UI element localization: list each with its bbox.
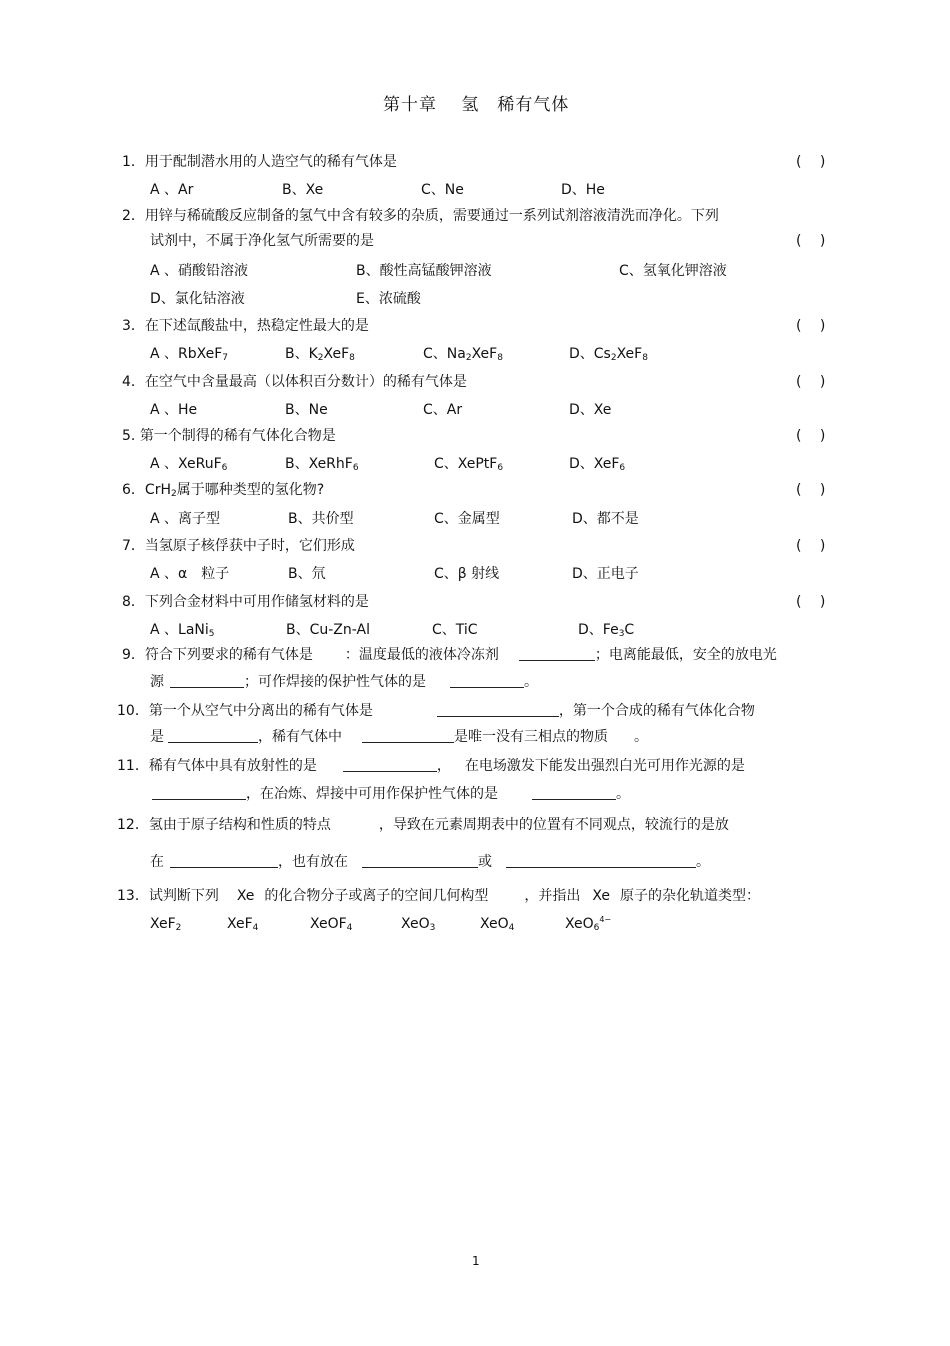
question-2 bbox=[122, 207, 719, 225]
option-d: D、都不是 bbox=[572, 511, 639, 527]
question-text-line-2: 试剂中，不属于净化氢气所需要的是 bbox=[150, 233, 374, 249]
option-d: D、Xe bbox=[569, 402, 612, 418]
answer-bracket: ( ) bbox=[796, 594, 826, 610]
option-c: C、TiC bbox=[432, 622, 478, 638]
answer-blank bbox=[170, 673, 244, 688]
question-number: 10． bbox=[117, 703, 149, 719]
formula-xeof4: XeOF$_4$ bbox=[310, 916, 353, 933]
question-3 bbox=[122, 317, 369, 335]
answer-blank bbox=[168, 728, 258, 743]
question-number: 12． bbox=[117, 817, 149, 833]
question-9-line-2: 源 ；可作焊接的保护性气体的是 。 bbox=[150, 674, 538, 690]
option-d: D、氯化钴溶液 bbox=[150, 291, 245, 307]
formula-xeo6-4minus: XeO$_6^{4-}$ bbox=[565, 915, 612, 933]
question-text-line-1: 用锌与稀硫酸反应制备的氢气中含有较多的杂质，需要通过一系列试剂溶液清洗而净化。下列 bbox=[144, 208, 719, 224]
option-a: A 、XeRuF$_6$ bbox=[150, 456, 228, 473]
question-number: 4． bbox=[122, 374, 145, 390]
answer-blank bbox=[170, 853, 278, 868]
option-b: B、Ne bbox=[285, 402, 328, 418]
answer-bracket: ( ) bbox=[796, 428, 826, 444]
question-number: 7． bbox=[122, 538, 145, 554]
question-number: 6． bbox=[122, 482, 145, 498]
question-13: 13．试判断下列 Xe 的化合物分子或离子的空间几何构型 ，并指出 Xe 原子的杂化轨道类型： bbox=[117, 888, 760, 904]
question-text: 当氢原子核俘获中子时，它们形成 bbox=[144, 538, 355, 554]
option-c: C、氢氧化钾溶液 bbox=[619, 263, 727, 279]
answer-blank bbox=[437, 702, 559, 717]
option-b: B、Xe bbox=[282, 182, 324, 198]
question-text: 属于哪种类型的氢化物? bbox=[176, 482, 325, 498]
question-text: 第一个制得的稀有气体化合物是 bbox=[139, 428, 336, 444]
question-10: 10．第一个从空气中分离出的稀有气体是 ，第一个合成的稀有气体化合物 bbox=[117, 703, 755, 719]
question-text: 在下述氙酸盐中，热稳定性最大的是 bbox=[144, 318, 369, 334]
option-d: D、正电子 bbox=[572, 566, 639, 582]
question-number: 5. bbox=[122, 428, 140, 444]
formula-xef2: XeF$_2$ bbox=[150, 916, 182, 933]
option-a: A 、RbXeF$_7$ bbox=[150, 346, 229, 363]
question-11: 11．稀有气体中具有放射性的是 ， 在电场激发下能发出强烈白光可用作光源的是 bbox=[117, 758, 745, 774]
answer-blank bbox=[519, 646, 595, 661]
question-number: 3． bbox=[122, 318, 145, 334]
option-c: C、Ne bbox=[421, 182, 464, 198]
option-c: C、金属型 bbox=[434, 511, 500, 527]
answer-bracket: ( ) bbox=[796, 318, 826, 334]
question-number: 8． bbox=[122, 594, 145, 610]
answer-bracket: ( ) bbox=[796, 374, 826, 390]
option-d: D、XeF$_6$ bbox=[569, 456, 626, 473]
option-d: D、$Fe_3C$ bbox=[578, 622, 635, 639]
option-a: A 、离子型 bbox=[150, 511, 221, 527]
answer-blank bbox=[532, 785, 616, 800]
question-text: 下列合金材料中可用作储氢材料的是 bbox=[144, 594, 369, 610]
option-c: C、β 射线 bbox=[434, 566, 500, 582]
question-11-line-2: ，在冶炼、焊接中可用作保护性气体的是 。 bbox=[152, 785, 630, 803]
option-b: B、Cu-Zn-Al bbox=[286, 622, 370, 638]
option-b: B、酸性高锰酸钾溶液 bbox=[356, 263, 492, 279]
answer-blank bbox=[362, 728, 454, 743]
question-number: 11． bbox=[117, 758, 149, 774]
page-title: 第十章 氢 稀有气体 bbox=[383, 95, 570, 115]
option-e: E、浓硫酸 bbox=[356, 291, 421, 307]
question-number: 13． bbox=[117, 888, 149, 904]
answer-bracket: ( ) bbox=[796, 233, 826, 249]
page-number: 1 bbox=[472, 1254, 480, 1268]
answer-blank bbox=[343, 757, 437, 772]
formula-xef4: XeF$_4$ bbox=[227, 916, 259, 933]
answer-bracket: ( ) bbox=[796, 154, 826, 170]
option-a: A 、硝酸铅溶液 bbox=[150, 263, 249, 279]
answer-blank bbox=[506, 853, 696, 868]
answer-blank bbox=[152, 785, 246, 800]
option-d: D、He bbox=[561, 182, 605, 198]
question-5 bbox=[122, 427, 336, 445]
question-number: 9． bbox=[122, 647, 145, 663]
question-number: 2． bbox=[122, 208, 145, 224]
option-d: D、$Cs_2XeF_8$ bbox=[569, 346, 648, 363]
question-4 bbox=[122, 373, 467, 391]
question-12-line-2: 在 ，也有放在 或 。 bbox=[150, 854, 710, 870]
option-c: C、XePtF$_6$ bbox=[434, 456, 504, 473]
option-c: C、$Na_2XeF_8$ bbox=[423, 346, 503, 363]
question-9: 9．符合下列要求的稀有气体是 ：温度最低的液体冷冻剂 ；电离能最低，安全的放电光 bbox=[122, 647, 777, 663]
formula-xeo3: XeO$_3$ bbox=[401, 916, 436, 933]
question-text: 用于配制潜水用的人造空气的稀有气体是 bbox=[144, 154, 397, 170]
formula-xeo4: XeO$_4$ bbox=[480, 916, 515, 933]
answer-blank bbox=[362, 853, 478, 868]
option-b: B、XeRhF$_6$ bbox=[285, 456, 359, 473]
question-12: 12．氢由于原子结构和性质的特点 ，导致在元素周期表中的位置有不同观点，较流行的是放 bbox=[117, 817, 729, 833]
answer-bracket: ( ) bbox=[796, 538, 826, 554]
option-b: B、氘 bbox=[288, 566, 326, 582]
question-text: 在空气中含量最高（以体积百分数计）的稀有气体是 bbox=[144, 374, 467, 390]
answer-blank bbox=[450, 673, 524, 688]
option-b: B、$K_2XeF_8$ bbox=[285, 346, 355, 363]
question-6: 6．CrH$_2$属于哪种类型的氢化物? bbox=[122, 482, 325, 499]
question-1 bbox=[122, 153, 397, 171]
option-a: A 、LaNi$_5$ bbox=[150, 622, 215, 639]
question-number: 1． bbox=[122, 154, 145, 170]
option-a: A 、Ar bbox=[150, 182, 194, 198]
option-a: A 、α 粒子 bbox=[150, 566, 230, 582]
question-10-line-2: 是 ，稀有气体中 是唯一没有三相点的物质 。 bbox=[150, 729, 648, 745]
option-a: A 、He bbox=[150, 402, 198, 418]
answer-bracket: ( ) bbox=[796, 482, 826, 498]
question-7 bbox=[122, 537, 355, 555]
option-c: C、Ar bbox=[423, 402, 463, 418]
option-b: B、共价型 bbox=[288, 511, 354, 527]
question-8 bbox=[122, 593, 369, 611]
